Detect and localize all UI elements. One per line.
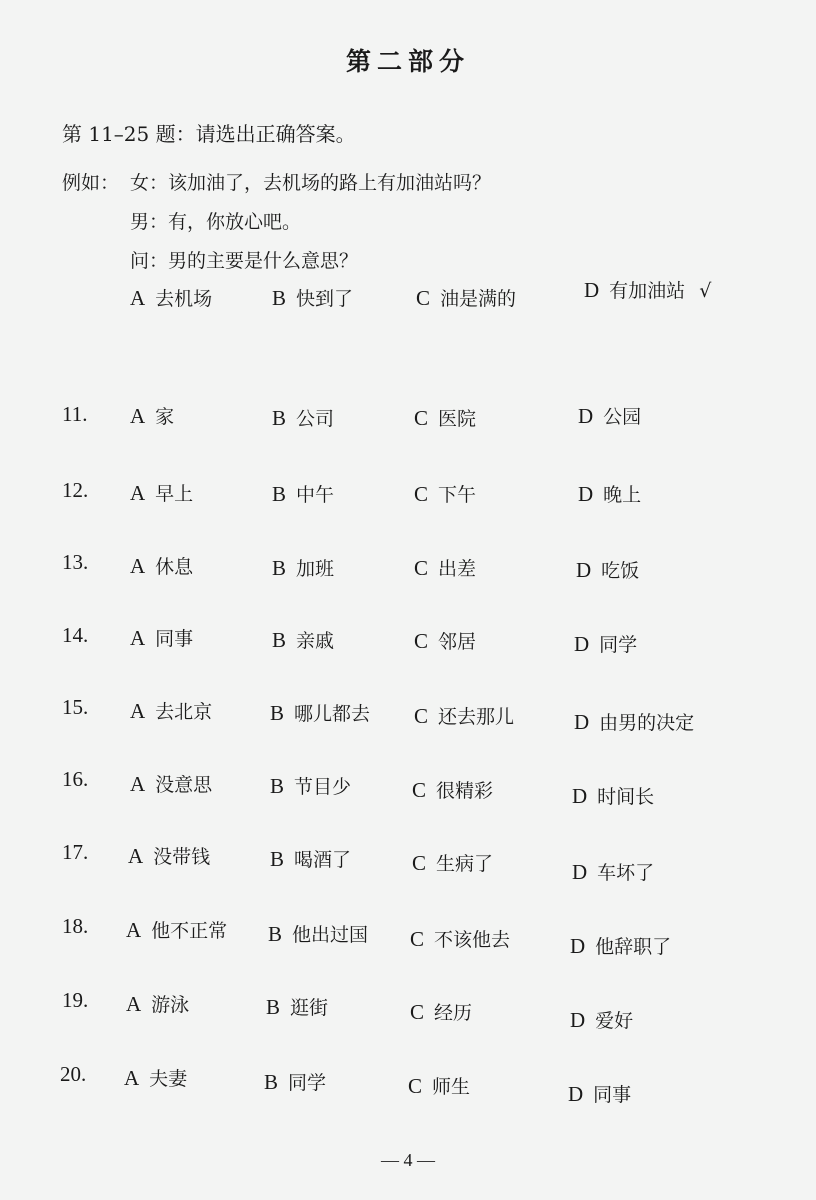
option-c: C 经历 — [410, 1000, 473, 1024]
example-line-question: 问：男的主要是什么意思？ — [130, 250, 359, 272]
option-a: A 他不正常 — [126, 918, 228, 942]
option-a: A 游泳 — [126, 992, 190, 1016]
option-c: C 出差 — [414, 556, 477, 580]
example-option-a: A 去机场 — [130, 286, 213, 310]
option-c: C 下午 — [414, 482, 477, 506]
option-c: C 师生 — [408, 1074, 471, 1098]
example-line-woman: 女：该加油了，去机场的路上有加油站吗？ — [130, 172, 492, 194]
question-number: 11. — [62, 402, 88, 426]
option-a: A 同事 — [130, 626, 194, 650]
option-a: A 没带钱 — [128, 844, 211, 868]
question-number: 17. — [62, 840, 89, 864]
option-a: A 休息 — [130, 554, 194, 578]
example-option-d: D 有加油站 √ — [584, 278, 712, 302]
section-title: 第二部分 — [345, 47, 470, 76]
option-d: D 他辞职了 — [570, 934, 672, 958]
option-b: B 中午 — [272, 482, 335, 506]
question-number: 19. — [62, 988, 89, 1012]
bleed-through-mark — [520, 172, 760, 192]
option-a: A 去北京 — [130, 699, 213, 723]
option-b: B 哪儿都去 — [270, 701, 371, 725]
option-b: B 加班 — [272, 556, 335, 580]
option-b: B 喝酒了 — [270, 847, 352, 871]
option-c: C 医院 — [414, 406, 477, 430]
option-a: A 没意思 — [130, 772, 213, 796]
option-b: B 亲戚 — [272, 628, 335, 652]
question-number: 20. — [60, 1062, 87, 1086]
option-c: C 还去那儿 — [414, 704, 515, 728]
option-b: B 逛街 — [266, 995, 329, 1019]
option-b: B 他出过国 — [268, 922, 369, 946]
option-d: D 公园 — [578, 404, 642, 428]
example-prefix: 例如： — [62, 172, 120, 194]
option-d: D 车坏了 — [572, 860, 655, 884]
option-a: A 家 — [130, 404, 175, 428]
option-d: D 同学 — [574, 632, 638, 656]
check-mark-icon: √ — [699, 280, 712, 302]
instruction-text: 第 11–25 题：请选出正确答案。 — [62, 122, 356, 146]
option-c: C 邻居 — [414, 629, 477, 653]
option-d: D 晚上 — [578, 482, 642, 506]
option-b: B 公司 — [272, 406, 335, 430]
question-number: 15. — [62, 695, 89, 719]
option-d: D 同事 — [568, 1082, 632, 1106]
option-c: C 很精彩 — [412, 778, 494, 802]
option-c: C 不该他去 — [410, 927, 511, 951]
question-number: 18. — [62, 914, 89, 938]
option-a: A 夫妻 — [124, 1066, 188, 1090]
question-number: 14. — [62, 623, 89, 647]
question-number: 12. — [62, 478, 89, 502]
question-number: 16. — [62, 767, 89, 791]
option-d: D 吃饭 — [576, 558, 640, 582]
option-b: B 同学 — [264, 1070, 327, 1094]
option-a: A 早上 — [130, 481, 194, 505]
option-d: D 爱好 — [570, 1008, 634, 1032]
option-d: D 时间长 — [572, 784, 655, 808]
example-option-b: B 快到了 — [272, 286, 354, 310]
option-c: C 生病了 — [412, 851, 494, 875]
option-b: B 节目少 — [270, 774, 352, 798]
example-line-man: 男：有，你放心吧。 — [130, 211, 302, 233]
page-number: — 4 — — [381, 1150, 435, 1170]
question-number: 13. — [62, 550, 89, 574]
example-option-c: C 油是满的 — [416, 286, 517, 310]
option-d: D 由男的决定 — [574, 710, 695, 734]
